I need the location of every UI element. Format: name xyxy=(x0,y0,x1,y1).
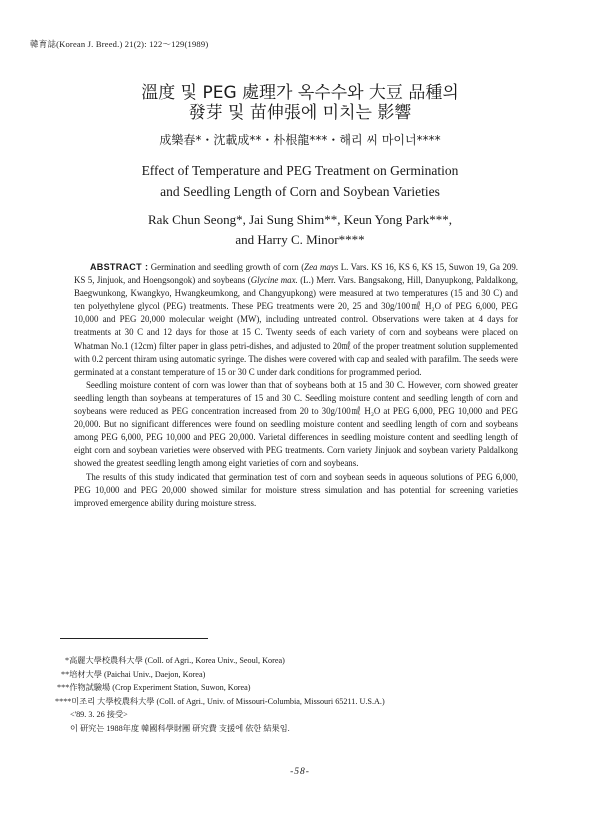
footnote-received-date: <'89. 3. 26 接受> xyxy=(70,710,128,720)
footnote-divider xyxy=(60,638,208,639)
page-number: -58- xyxy=(290,767,310,777)
abstract-label: ABSTRACT : xyxy=(90,262,149,272)
species-name-soybean: Glycine max. xyxy=(250,275,298,286)
footnote-affiliation-1: *高麗大學校農科大學 (Coll. of Agri., Korea Univ., Seoul, Korea) xyxy=(65,656,285,665)
abstract-paragraph-3: The results of this study indicated that germination test of corn and soybean seeds in aqueous solutions of PEG 6,000, PEG 10,000 and PEG 20,000 showed similar for moisture stress simulation and has potential for screening varieties improved emergence ability during moisture stress. xyxy=(74,471,518,508)
korean-title-line-2: 發芽 및 苗伸張에 미치는 影響 xyxy=(188,103,412,123)
footnote-funding: 이 研究는 1988年度 韓國科學財團 研究費 支援에 依한 結果임. xyxy=(70,723,290,733)
abstract-text: Germination and seedling growth of corn ( xyxy=(148,262,305,272)
abstract-paragraph-1 xyxy=(74,261,518,379)
english-title-line-2: and Seedling Length of Corn and Soybean Varieties xyxy=(160,184,440,199)
abstract xyxy=(74,261,518,510)
korean-title-line-1: 溫度 및 PEG 處理가 옥수수와 大豆 品種의 xyxy=(141,83,459,103)
english-authors-line-1: Rak Chun Seong*, Jai Sung Shim**, Keun Yong Park***, xyxy=(147,212,453,227)
english-title-line-1: Effect of Temperature and PEG Treatment on Germination xyxy=(141,163,459,178)
english-authors-line-2: and Harry C. Minor**** xyxy=(235,232,365,247)
footnotes xyxy=(55,654,555,736)
species-name-corn: Zea mays xyxy=(304,262,339,272)
footnote-affiliation-4: ****미조리 大學校農科大學 (Coll. of Agri., Univ. of Missouri-Columbia, Missouri 65211. U.S.A.) xyxy=(55,696,385,706)
footnote-affiliation-3: ***作物試驗場 (Crop Experiment Station, Suwon, Korea) xyxy=(57,683,251,693)
korean-authors: 成樂春*・沈載成**・朴根龍***・해리 씨 마이너**** xyxy=(159,133,441,147)
abstract-text: L. Vars. KS 16, KS 6, KS 15, Suwon 19, Ga 209. KS 5, Jinjuok, and Hoengsongok) and soybeans ( xyxy=(74,262,519,286)
footnote-affiliation-2: **培材大學 (Paichai Univ., Daejon, Korea) xyxy=(61,669,206,679)
abstract-paragraph-2: Seedling moisture content of corn was lower than that of soybeans both at 15 and 30 C. However, corn showed greater seedling length than soybeans at temperatures of 15 and 30 C. Seedling moisture content and seedling length of corn and soybeans were reduced as PEG concentration increased from 20 to 30g/100㎖ H₂O at PEG 6,000, PEG 10,000 and PEG 20,000. But no significant differences were found on seedling moisture content and seedling length of corn and soybeans among PEG 6,000, PEG 10,000 and PEG 20,000. Varietal differences in seedling moisture content and seedling length of eight corn and soybean varieties were observed with PEG treatments. Corn variety Jinjuok and soybean variety Paldalkong showed the greatest seedling length among eight varieties of corn and soybeans. xyxy=(74,379,518,469)
abstract-text: (L.) Merr. Vars. Bangsakong, Hill, Danyupkong, Paldalkong, Baegwunkong, Kwangkyo, Hwangkeumkong, and Changyupkong) were measured at two temperatures (15 and 30 C) and ten polyethylene glycol (PEG) treatments. These PEG treatments were 20, 25 and 30g/100㎖ H₂O of PEG 6,000, PEG 10,000 and PEG 20,000 molecular weight (MW), including untreated control. Observations were taken at 4 days for treatments at 30 C and 12 days for those at 15 C. Twenty seeds of each variety of corn and soybeans were placed on Whatman No.1 (12cm) filter paper in glass petri-dishes, and adjusted to 20㎖ of the proper treatment solution supplemented with 0.2 percent thiram using automatic syringe. The dishes were covered with cap and sealed with parafilm. The seeds were germinated at a constant temperature of 15 or 30 C under dark conditions for programmed period. xyxy=(74,275,518,377)
journal-citation: 韓育誌(Korean J. Breed.) 21(2): 122～129(1989) xyxy=(30,39,209,49)
